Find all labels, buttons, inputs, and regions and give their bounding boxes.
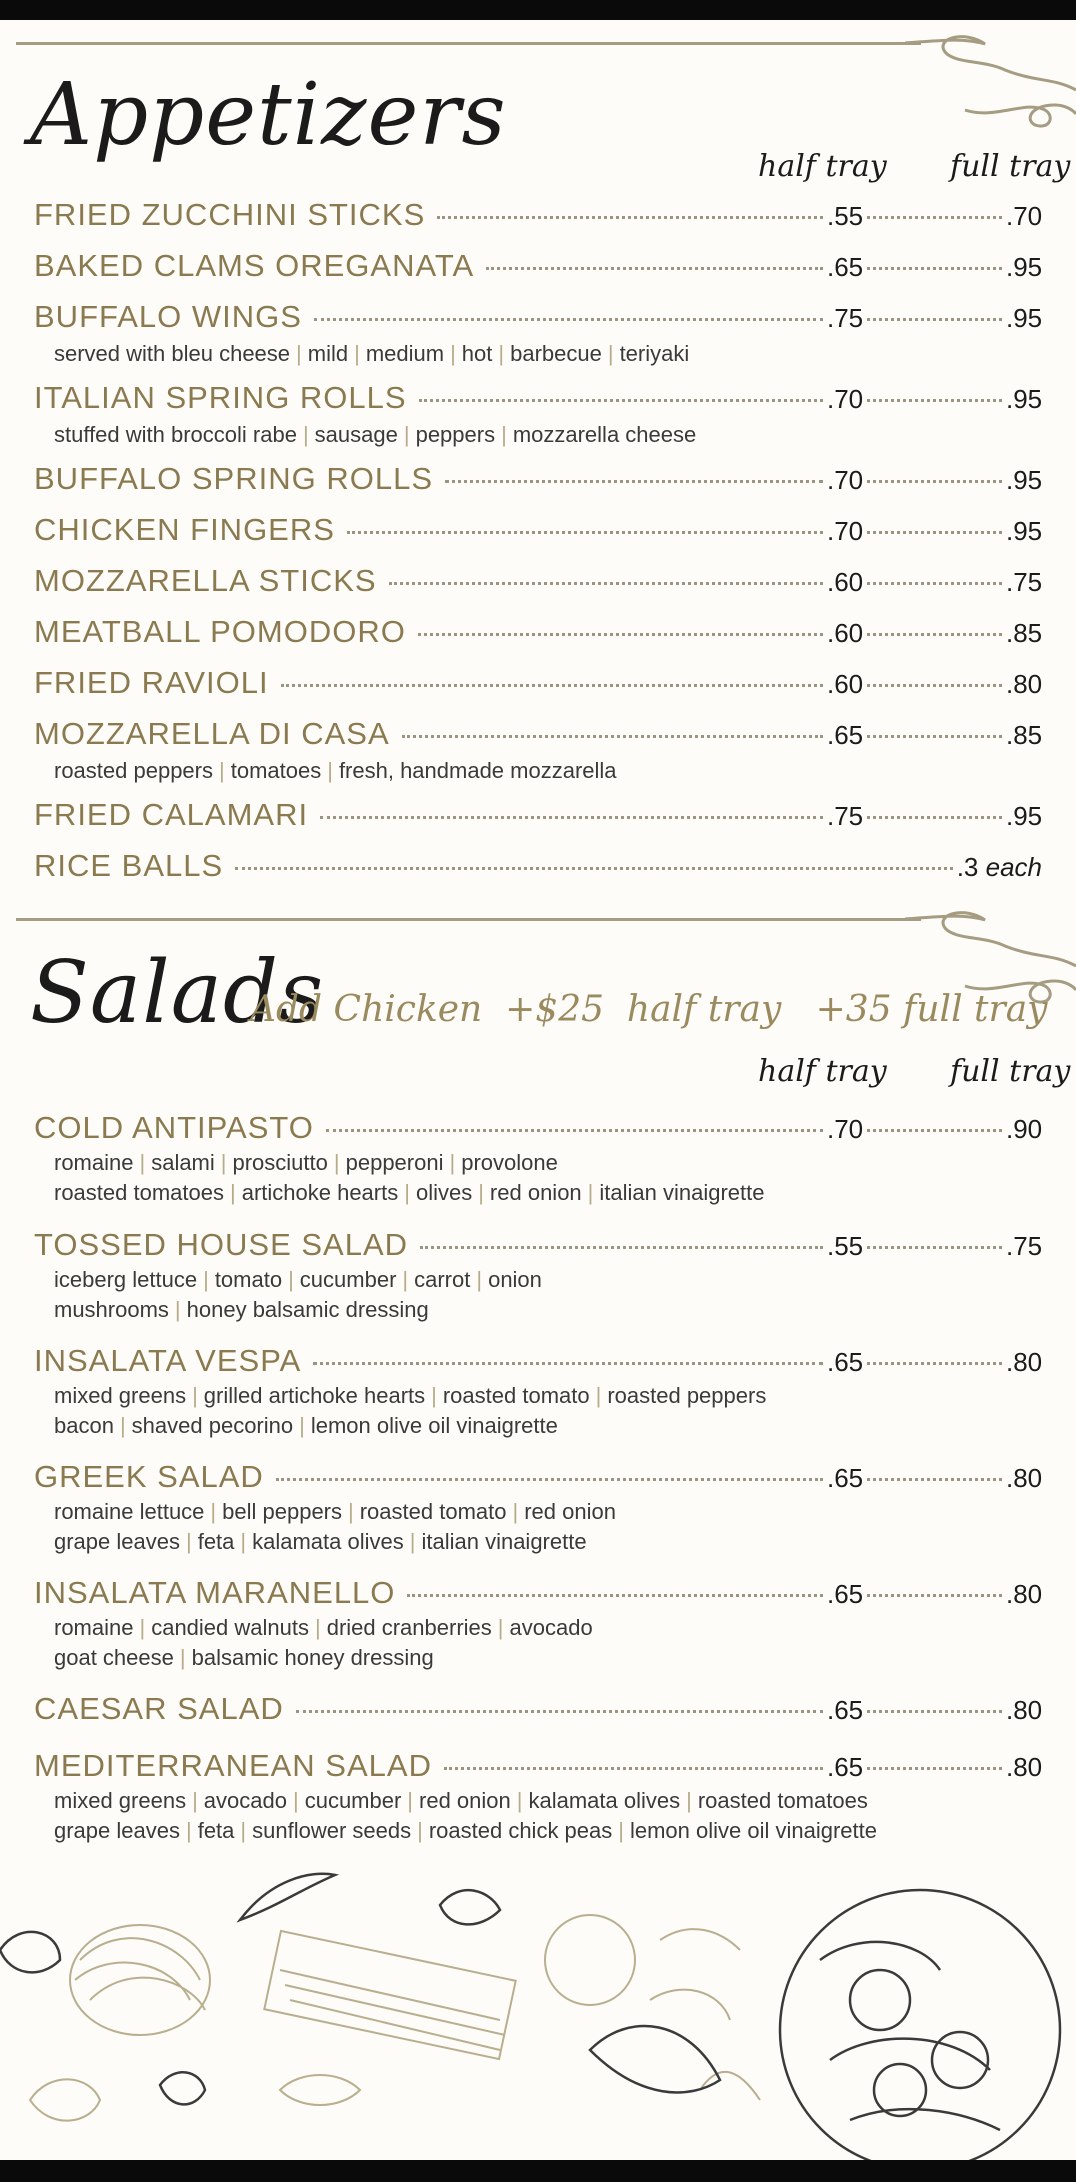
description-part: feta: [197, 1818, 235, 1843]
item-name: BAKED CLAMS OREGANATA: [34, 248, 475, 283]
description-part: teriyaki: [619, 341, 690, 366]
item-description: [54, 1790, 868, 1812]
separator: |: [333, 1150, 340, 1175]
item-name: CHICKEN FINGERS: [34, 512, 335, 547]
item-price-half: .65: [827, 1752, 864, 1782]
separator: |: [478, 1180, 484, 1205]
separator: |: [501, 422, 507, 447]
separator: |: [587, 1180, 594, 1205]
separator: |: [348, 1499, 354, 1524]
leader-dots: [867, 267, 1002, 270]
separator: |: [431, 1383, 437, 1408]
description-part: roasted tomatoes: [697, 1788, 868, 1813]
item-price-half: .75: [827, 801, 864, 831]
separator: |: [229, 1180, 236, 1205]
description-part: lemon olive oil vinaigrette: [629, 1818, 878, 1843]
item-description: [54, 1385, 766, 1407]
description-part: italian vinaigrette: [421, 1529, 587, 1554]
description-part: candied walnuts: [151, 1615, 309, 1640]
item-price-full: .95: [1006, 252, 1043, 282]
menu-item-caesar-salad: [34, 1691, 1042, 1731]
description-part: peppers: [415, 422, 496, 447]
appetizers-col-half: half tray: [758, 149, 887, 184]
description-part: mozzarella cheese: [512, 422, 697, 447]
separator: |: [210, 1499, 217, 1524]
leader-dots: [867, 1767, 1002, 1770]
leader-dots: [867, 1246, 1002, 1249]
leader-dots: [235, 867, 952, 870]
item-description: [54, 424, 696, 446]
separator: |: [404, 1180, 410, 1205]
bottom-bar: [0, 2160, 1076, 2182]
description-part: mushrooms: [54, 1297, 169, 1322]
item-price-half: .65: [827, 1695, 864, 1725]
item-description: [54, 760, 617, 782]
description-part: olives: [415, 1180, 473, 1205]
separator: |: [119, 1413, 126, 1438]
leader-dots: [867, 531, 1002, 534]
item-price-full: .95: [1006, 303, 1043, 333]
item-name: BUFFALO WINGS: [34, 299, 302, 334]
menu-item-fried-zucchini-sticks: [34, 197, 1042, 237]
description-part: tomato: [214, 1267, 283, 1292]
description-part: artichoke hearts: [241, 1180, 399, 1205]
item-name: MEATBALL POMODORO: [34, 614, 406, 649]
menu-item-chicken-fingers: [34, 512, 1042, 552]
leader-dots: [867, 633, 1002, 636]
description-part: provolone: [461, 1150, 558, 1175]
flourish-icon: [905, 30, 1076, 130]
menu-item-mediterranean-salad: [34, 1748, 1042, 1788]
separator: |: [174, 1297, 181, 1322]
item-price-full: .75: [1006, 1231, 1043, 1261]
leader-dots: [320, 816, 823, 819]
menu-item-fried-ravioli: [34, 665, 1042, 705]
section-rule-salads: [16, 918, 921, 921]
description-part: medium: [365, 341, 445, 366]
leader-dots: [281, 684, 823, 687]
leader-dots: [444, 1767, 823, 1770]
separator: |: [240, 1529, 247, 1554]
separator: |: [686, 1788, 692, 1813]
separator: |: [450, 341, 456, 366]
separator: |: [314, 1615, 321, 1640]
description-part: italian vinaigrette: [599, 1180, 765, 1205]
description-part: bell peppers: [222, 1499, 343, 1524]
separator: |: [402, 1267, 409, 1292]
item-price-full: .80: [1006, 1752, 1043, 1782]
leader-dots: [313, 1362, 823, 1365]
separator: |: [240, 1818, 247, 1843]
leader-dots: [296, 1710, 823, 1713]
description-part: grilled artichoke hearts: [203, 1383, 426, 1408]
separator: |: [417, 1818, 423, 1843]
item-price-half: .55: [827, 1231, 864, 1261]
item-price-full: .95: [1006, 516, 1043, 546]
separator: |: [512, 1499, 519, 1524]
separator: |: [219, 758, 225, 783]
item-price-half: .60: [827, 669, 864, 699]
description-part: salami: [151, 1150, 215, 1175]
menu-item-insalata-maranello: [34, 1575, 1042, 1615]
description-part: romaine lettuce: [54, 1499, 205, 1524]
separator: |: [185, 1529, 192, 1554]
leader-dots: [867, 1362, 1002, 1365]
menu-item-cold-antipasto: [34, 1110, 1042, 1150]
item-name: GREEK SALAD: [34, 1459, 264, 1494]
item-price-full: .85: [1006, 720, 1043, 750]
separator: |: [327, 758, 333, 783]
item-name: ITALIAN SPRING ROLLS: [34, 380, 407, 415]
separator: |: [354, 341, 360, 366]
item-price-each: .3 each: [956, 852, 1042, 882]
item-price-half: .65: [827, 1579, 864, 1609]
item-name: MOZZARELLA DI CASA: [34, 716, 390, 751]
item-description: [54, 1152, 558, 1174]
leader-dots: [486, 267, 823, 270]
separator: |: [607, 341, 614, 366]
description-part: roasted tomato: [359, 1499, 507, 1524]
item-price-half: .65: [827, 252, 864, 282]
item-price-half: .70: [827, 384, 864, 414]
leader-dots: [867, 1129, 1002, 1132]
leader-dots: [867, 684, 1002, 687]
leader-dots: [347, 531, 823, 534]
menu-item-mozzarella-di-casa: [34, 716, 1042, 756]
description-part: kalamata olives: [252, 1529, 404, 1554]
item-price-full: .80: [1006, 669, 1043, 699]
item-description: [54, 1415, 558, 1437]
description-part: sausage: [314, 422, 398, 447]
add-chicken-note: Add Chicken +$25 half tray +35 full tray: [250, 989, 1048, 1030]
description-part: lemon olive oil vinaigrette: [310, 1413, 558, 1438]
separator: |: [403, 422, 410, 447]
description-part: pepperoni: [345, 1150, 444, 1175]
item-price-full: .80: [1006, 1347, 1043, 1377]
leader-dots: [867, 735, 1002, 738]
salads-col-full: full tray: [950, 1054, 1071, 1089]
description-part: grape leaves: [54, 1529, 180, 1554]
description-part: bacon: [54, 1413, 114, 1438]
menu-item-insalata-vespa: [34, 1343, 1042, 1383]
leader-dots: [867, 216, 1002, 219]
description-part: mixed greens: [54, 1788, 187, 1813]
item-price-half: .65: [827, 720, 864, 750]
leader-dots: [437, 216, 823, 219]
item-name: CAESAR SALAD: [34, 1691, 284, 1726]
leader-dots: [389, 582, 823, 585]
description-part: kalamata olives: [528, 1788, 681, 1813]
item-price-full: .80: [1006, 1463, 1043, 1493]
item-description: [54, 1820, 877, 1842]
section-rule-appetizers: [16, 42, 921, 45]
separator: |: [192, 1383, 198, 1408]
separator: |: [296, 341, 302, 366]
separator: |: [139, 1150, 146, 1175]
leader-dots: [867, 582, 1002, 585]
separator: |: [299, 1413, 305, 1438]
item-name: MEDITERRANEAN SALAD: [34, 1748, 432, 1783]
separator: |: [139, 1615, 146, 1640]
item-price-full: .70: [1006, 201, 1043, 231]
description-part: dried cranberries: [326, 1615, 492, 1640]
description-part: cucumber: [299, 1267, 397, 1292]
separator: |: [497, 1615, 504, 1640]
item-price-half: .75: [827, 303, 864, 333]
item-price-half: .65: [827, 1463, 864, 1493]
separator: |: [516, 1788, 523, 1813]
description-part: roasted peppers: [54, 758, 213, 783]
leader-dots: [314, 318, 823, 321]
item-price-half: .70: [827, 465, 864, 495]
item-description: [54, 1617, 593, 1639]
description-part: prosciutto: [232, 1150, 328, 1175]
item-price-full: .80: [1006, 1695, 1043, 1725]
item-price-full: .95: [1006, 384, 1043, 414]
description-part: red onion: [489, 1180, 582, 1205]
item-price-full: .90: [1006, 1114, 1043, 1144]
separator: |: [409, 1529, 416, 1554]
separator: |: [179, 1645, 186, 1670]
item-price-full: .85: [1006, 618, 1043, 648]
description-part: roasted chick peas: [428, 1818, 613, 1843]
separator: |: [203, 1267, 209, 1292]
leader-dots: [326, 1129, 823, 1132]
item-name: FRIED RAVIOLI: [34, 665, 269, 700]
item-description: [54, 1647, 434, 1669]
description-part: red onion: [524, 1499, 616, 1524]
leader-dots: [867, 399, 1002, 402]
menu-item-baked-clams-oreganata: [34, 248, 1042, 288]
item-price-half: .70: [827, 1114, 864, 1144]
description-part: feta: [197, 1529, 235, 1554]
salads-col-half: half tray: [758, 1054, 887, 1089]
description-part: barbecue: [510, 341, 602, 366]
description-part: onion: [488, 1267, 542, 1292]
description-part: fresh, handmade mozzarella: [338, 758, 617, 783]
description-part: tomatoes: [230, 758, 322, 783]
item-name: INSALATA MARANELLO: [34, 1575, 396, 1610]
leader-dots: [867, 480, 1002, 483]
item-name: RICE BALLS: [34, 848, 224, 883]
top-bar: [0, 0, 1076, 20]
item-price-full: .80: [1006, 1579, 1043, 1609]
menu-item-fried-calamari: [34, 797, 1042, 837]
description-part: honey balsamic dressing: [186, 1297, 429, 1322]
separator: |: [476, 1267, 483, 1292]
menu-item-buffalo-wings: [34, 299, 1042, 339]
leader-dots: [402, 735, 823, 738]
item-price-half: .70: [827, 516, 864, 546]
separator: |: [288, 1267, 294, 1292]
description-part: stuffed with broccoli rabe: [54, 422, 297, 447]
item-name: BUFFALO SPRING ROLLS: [34, 461, 433, 496]
item-description: [54, 1182, 765, 1204]
description-part: sunflower seeds: [252, 1818, 412, 1843]
description-part: red onion: [419, 1788, 511, 1813]
description-part: served with bleu cheese: [54, 341, 291, 366]
item-price-half: .55: [827, 201, 864, 231]
description-part: balsamic honey dressing: [191, 1645, 434, 1670]
item-description: [54, 1531, 587, 1553]
description-part: iceberg lettuce: [54, 1267, 198, 1292]
item-price-half: .65: [827, 1347, 864, 1377]
separator: |: [595, 1383, 602, 1408]
menu-item-tossed-house-salad: [34, 1227, 1042, 1267]
item-price-full: .75: [1006, 567, 1043, 597]
menu-item-greek-salad: [34, 1459, 1042, 1499]
item-price-half: .60: [827, 567, 864, 597]
description-part: romaine: [54, 1615, 134, 1640]
description-part: avocado: [509, 1615, 593, 1640]
separator: |: [192, 1788, 198, 1813]
leader-dots: [867, 318, 1002, 321]
leader-dots: [867, 816, 1002, 819]
separator: |: [220, 1150, 227, 1175]
description-part: avocado: [203, 1788, 287, 1813]
description-part: roasted tomato: [442, 1383, 590, 1408]
item-description: [54, 1501, 616, 1523]
menu-item-italian-spring-rolls: [34, 380, 1042, 420]
leader-dots: [407, 1594, 823, 1597]
description-part: shaved pecorino: [131, 1413, 294, 1438]
item-price-half: .60: [827, 618, 864, 648]
description-part: cucumber: [304, 1788, 402, 1813]
item-price-full: .95: [1006, 465, 1043, 495]
description-part: carrot: [414, 1267, 471, 1292]
description-part: grape leaves: [54, 1818, 180, 1843]
item-name: FRIED CALAMARI: [34, 797, 309, 832]
item-name: FRIED ZUCCHINI STICKS: [34, 197, 426, 232]
appetizers-title: Appetizers: [30, 65, 507, 165]
leader-dots: [867, 1710, 1002, 1713]
separator: |: [185, 1818, 192, 1843]
item-name: COLD ANTIPASTO: [34, 1110, 314, 1145]
separator: |: [407, 1788, 414, 1813]
item-description: [54, 1299, 429, 1321]
description-part: goat cheese: [54, 1645, 174, 1670]
salads-title: Salads: [30, 943, 325, 1043]
pasta-illustration-icon: [0, 1860, 1076, 2160]
separator: |: [498, 341, 505, 366]
item-price-full: .95: [1006, 801, 1043, 831]
description-part: mixed greens: [54, 1383, 187, 1408]
leader-dots: [445, 480, 823, 483]
leader-dots: [419, 399, 823, 402]
description-part: hot: [461, 341, 493, 366]
item-name: INSALATA VESPA: [34, 1343, 302, 1378]
description-part: roasted peppers: [607, 1383, 767, 1408]
item-name: MOZZARELLA STICKS: [34, 563, 377, 598]
appetizers-col-full: full tray: [950, 149, 1071, 184]
item-name: TOSSED HOUSE SALAD: [34, 1227, 409, 1262]
leader-dots: [418, 633, 823, 636]
menu-item-mozzarella-sticks: [34, 563, 1042, 603]
separator: |: [449, 1150, 456, 1175]
separator: |: [618, 1818, 624, 1843]
menu-item-meatball-pomodoro: [34, 614, 1042, 654]
description-part: mild: [307, 341, 349, 366]
item-description: [54, 1269, 542, 1291]
description-part: romaine: [54, 1150, 134, 1175]
leader-dots: [420, 1246, 823, 1249]
leader-dots: [867, 1478, 1002, 1481]
leader-dots: [867, 1594, 1002, 1597]
item-description: [54, 343, 689, 365]
menu-item-buffalo-spring-rolls: [34, 461, 1042, 501]
description-part: roasted tomatoes: [54, 1180, 224, 1205]
leader-dots: [276, 1478, 823, 1481]
separator: |: [292, 1788, 299, 1813]
separator: |: [302, 422, 309, 447]
menu-item-rice-balls: [34, 848, 1042, 888]
